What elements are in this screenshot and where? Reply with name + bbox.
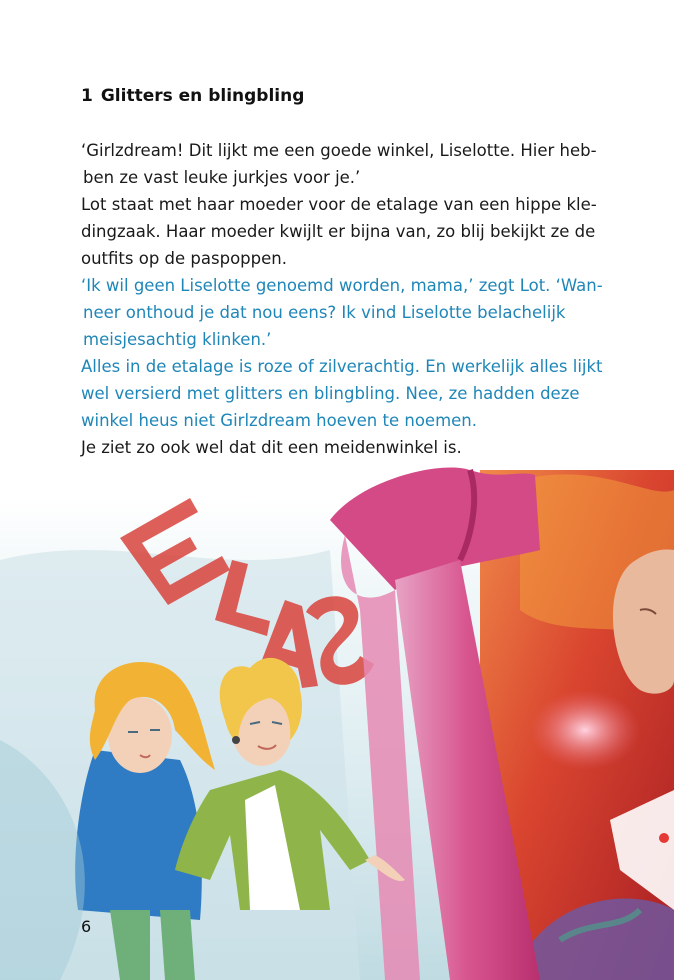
page-number: 6 bbox=[81, 917, 92, 936]
text-line: ‘Ik wil geen Liselotte genoemd worden, mama,’ zegt Lot. ‘Wan- bbox=[81, 276, 603, 295]
text-line: wel versierd met glitters en blingbling. Nee, ze hadden deze bbox=[81, 384, 580, 403]
text-line: neer onthoud je dat nou eens? Ik vind Liselotte belachelijk bbox=[83, 303, 566, 322]
text-line: outfits op de paspoppen. bbox=[81, 249, 287, 268]
chapter-number: 1 bbox=[81, 86, 93, 106]
chapter-title: Glitters en blingbling bbox=[100, 86, 305, 106]
text-line: dingzaak. Haar moeder kwijlt er bijna van, zo blij bekijkt ze de bbox=[81, 222, 596, 241]
text-line: meisjesachtig klinken.’ bbox=[83, 330, 272, 349]
text-line: ‘Girlzdream! Dit lijkt me een goede winkel, Liselotte. Hier heb- bbox=[81, 141, 597, 160]
shop-window-illustration bbox=[0, 440, 674, 980]
story-text bbox=[81, 137, 601, 461]
text-line: Alles in de etalage is roze of zilverachtig. En werkelijk alles lijkt bbox=[81, 357, 603, 376]
chapter-heading bbox=[81, 86, 304, 106]
text-line: winkel heus niet Girlzdream hoeven te noemen. bbox=[81, 411, 477, 430]
text-line: Je ziet zo ook wel dat dit een meidenwinkel is. bbox=[81, 438, 462, 457]
text-line: Lot staat met haar moeder voor de etalage van een hippe kle- bbox=[81, 195, 597, 214]
text-line: ben ze vast leuke jurkjes voor je.’ bbox=[83, 168, 361, 187]
